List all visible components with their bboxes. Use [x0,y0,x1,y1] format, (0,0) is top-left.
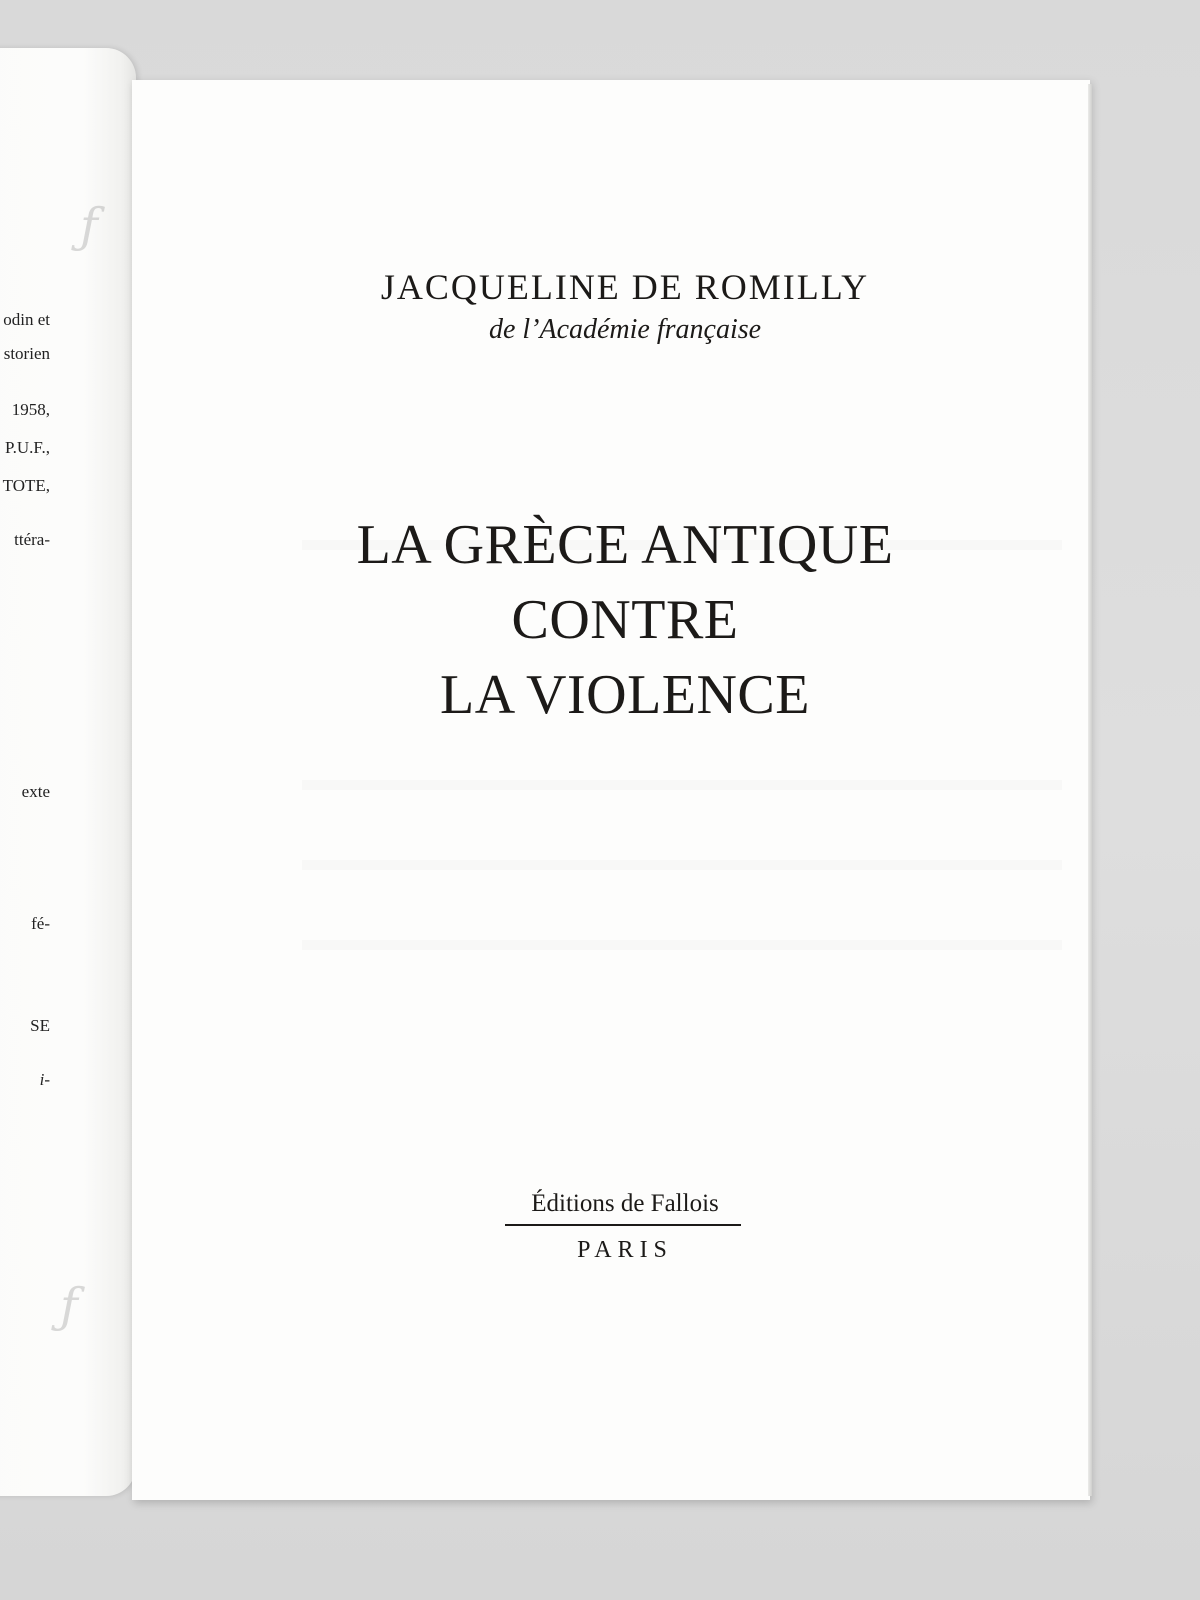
left-page-line: i- [39,1070,50,1089]
pencil-annotation: ƒ [60,1278,78,1334]
book-title-line: CONTRE [511,589,739,651]
author-name: JACQUELINE DE ROMILLY [380,267,870,307]
left-page-line: 1958, [11,400,50,419]
book-title-line: LA GRÈCE ANTIQUE [356,514,894,576]
left-page-line: storien [3,344,50,363]
publisher-name: Éditions de Fallois [531,1190,719,1217]
left-page-line: fé- [31,914,50,933]
pencil-annotation: ƒ [80,198,98,254]
publisher-city: PARIS [577,1237,673,1263]
left-page-line: SE [30,1016,50,1035]
left-page-line: exte [21,782,50,801]
show-through [302,940,1062,950]
left-page-line: P.U.F., [5,438,50,457]
book-title [146,508,1104,733]
left-page [0,48,136,1496]
page-edge [1088,84,1092,1496]
author-affiliation: de l’Académie française [488,314,762,345]
show-through [302,780,1062,790]
show-through [302,860,1062,870]
left-page-line: odin et [3,310,50,329]
left-page-line: ttéra- [14,530,50,549]
left-page-line: TOTE, [2,476,50,495]
title-page [132,80,1090,1500]
book-title-line: LA VIOLENCE [440,664,810,726]
publisher-rule [505,1224,741,1226]
